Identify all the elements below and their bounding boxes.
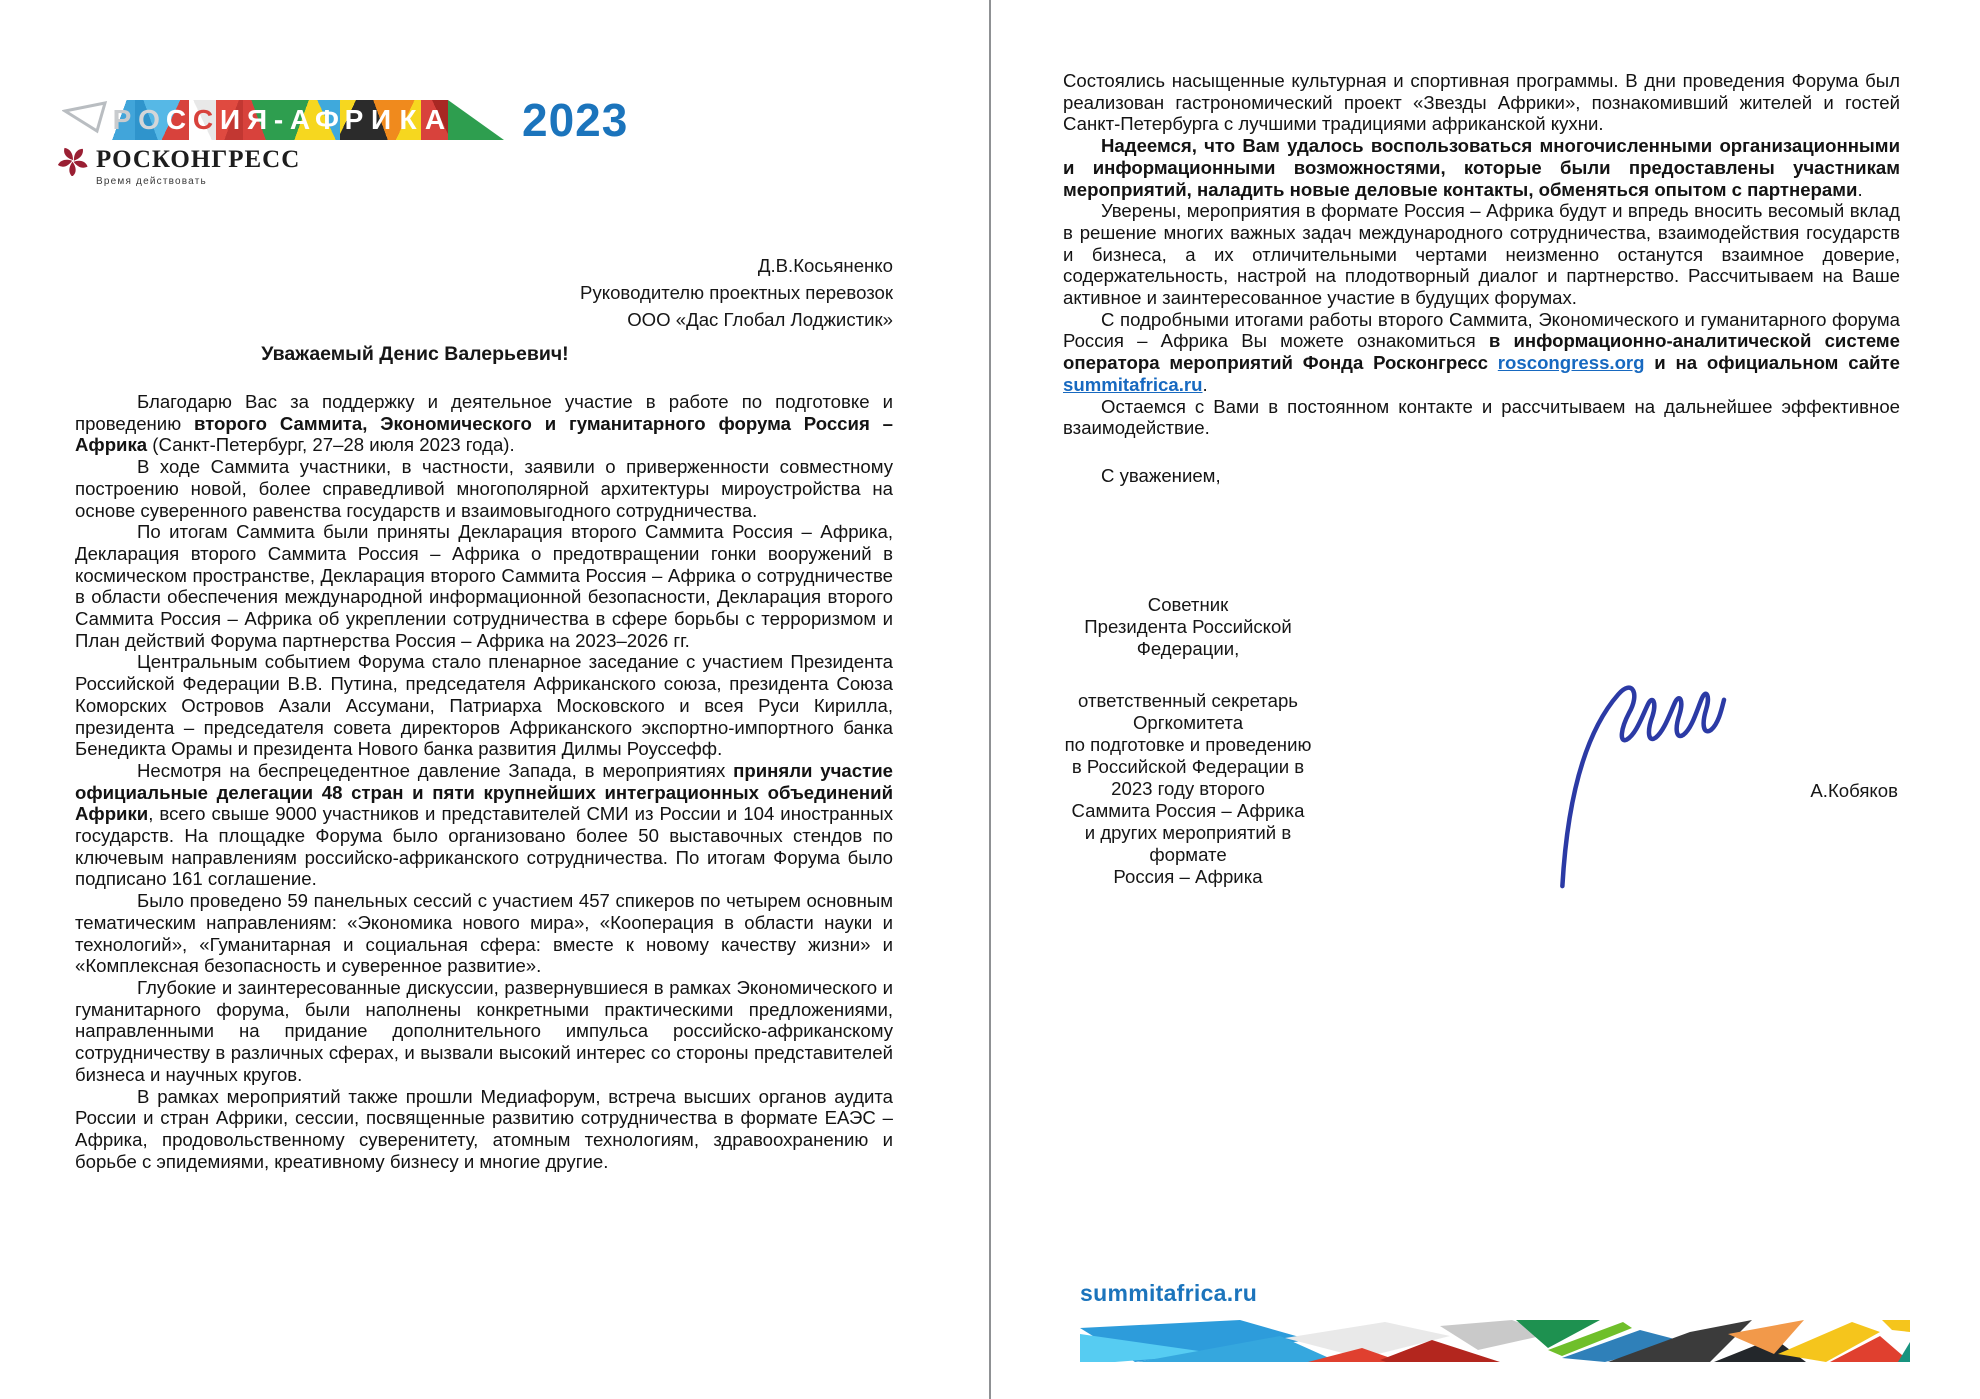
logo-letter: А (421, 100, 448, 140)
salutation: Уважаемый Денис Валерьевич! (261, 343, 569, 365)
text-line: Россия – Африка (1113, 866, 1263, 887)
footer-site-link[interactable]: summitafrica.ru (1080, 1280, 1258, 1306)
paragraph: Надеемся, что Вам удалось воспользоваться многочисленными организационными и информационными возможностями, которые были предоставлены участникам мероприятий, наладить новые деловые контакты, обменяться опытом с партнерами. (1063, 135, 1900, 200)
paragraph: Уверены, мероприятия в формате Россия – Африка будут и впредь вносить весомый вклад в решение многих важных задач международного сотрудничества, взаимодействия государств и бизнеса, а их отличительными чертами неизменно останутся взаимное доверие, содержательность, настрой на плодотворный диалог и партнерство. Рассчитываем на Ваше активное и заинтересованное участие в будущих форумах. (1063, 200, 1900, 309)
logo-flag-icon (62, 100, 108, 140)
text-line: по подготовке и проведению (1064, 734, 1312, 755)
paragraph: С подробными итогами работы второго Саммита, Экономического и гуманитарного форума Россия – Африка Вы можете ознакомиться в информационно-аналитической системе оператора мероприятий Фонда Росконгресс roscongress.org и на официальном сайте summitafrica.ru. (1063, 308, 1901, 395)
paragraph: Состоялись насыщенные культурная и спортивная программы. В дни проведения Форума был реализован гастрономический проект «Звезды Африки», познакомивший жителей и гостей Санкт-Петербурга с лучшими традициями африканской кухни. (1063, 70, 1900, 135)
text-line: в Российской Федерации в 2023 году второго (1071, 756, 1305, 799)
text-line: Д.В.Косьяненко (757, 255, 893, 276)
logo-letter: А (286, 100, 313, 140)
logo-letter: К (394, 100, 421, 140)
paragraph: По итогам Саммита были приняты Декларация второго Саммита Россия – Африка, Декларация второго Саммита Россия – Африка о предотвращении гонки вооружений в космическом пространстве, Декларация второго Саммита Россия – Африка о сотрудничестве в области обеспечения международной информационной безопасности, Декларация второго Саммита Россия – Африка об укреплении сотрудничества в сфере борьбы с терроризмом и План действий Форума партнерства Россия – Африка на 2023–2026 гг. (75, 521, 893, 651)
footer-mosaic-stripe (1080, 1320, 1910, 1362)
closing-line: С уважением, (1101, 464, 1221, 486)
russia-africa-logo (62, 94, 629, 146)
roscongress-pinwheel-icon (58, 146, 88, 176)
logo-year: 2023 (522, 94, 629, 146)
logo-letter: Ф (313, 100, 340, 140)
text-line: Руководителю проектных перевозок (580, 282, 893, 303)
text-line: ответственный секретарь Оргкомитета (1078, 690, 1298, 733)
logo-tail-icon (448, 100, 504, 140)
logo-letter: С (162, 100, 189, 140)
text-line: Президента Российской Федерации, (1084, 616, 1292, 659)
paragraph: Было проведено 59 панельных сессий с участием 457 спикеров по четырем основным тематическим направлениям: «Экономика нового мира», «Кооперация в области науки и технологий», «Гуманитарная и социальная сфера: вместе к новому качеству жизни» и «Комплексная безопасность и суверенное развитие». (75, 890, 893, 977)
addressee-block (75, 252, 893, 333)
paragraph: Несмотря на беспрецедентное давление Запада, в мероприятиях приняли участие официальные делегации 48 стран и пяти крупнейших интеграционных объединений Африки, всего свыше 9000 участников и представителей СМИ из России и 104 иностранных государств. На площадке Форума было организовано более 50 выставочных стендов по ключевым направлениям российско-африканского сотрудничества. По итогам Форума было подписано 161 соглашение. (75, 759, 893, 890)
logo-letter: Р (340, 100, 367, 140)
signature-title-block (1063, 594, 1313, 888)
paragraph: Глубокие и заинтересованные дискуссии, развернувшиеся в рамках Экономического и гуманитарного форума, были наполнены конкретными практическими предложениями, направленными на придание дополнительного импульса российско-африканскому сотрудничеству в различных сферах, и вызвали высокий интерес со стороны представителей бизнеса и научных кругов. (75, 976, 893, 1085)
signature-autograph (1535, 635, 1740, 890)
roscongress-text (96, 146, 300, 187)
logo-letter: И (216, 100, 243, 140)
paragraph: Остаемся с Вами в постоянном контакте и рассчитываем на дальнейшее эффективное взаимодействие. (1063, 395, 1900, 439)
body-text-left (75, 391, 893, 1172)
logo-letters (108, 100, 448, 140)
paragraph: Благодарю Вас за поддержку и деятельное участие в работе по подготовке и проведению второго Саммита, Экономического и гуманитарного форума Россия – Африка (Санкт-Петербург, 27–28 июля 2023 года). (75, 391, 893, 456)
text-line: и других мероприятий в формате (1084, 822, 1292, 865)
roscongress-name: РОСКОНГРЕСС (96, 146, 301, 173)
logo-letter: Я (243, 100, 270, 140)
link-summitafrica.ru[interactable]: summitafrica.ru (1063, 373, 1203, 395)
link-roscongress.org[interactable]: roscongress.org (1497, 352, 1645, 374)
text-line: ООО «Дас Глобал Лоджистик» (627, 309, 893, 330)
body-text-right (1063, 70, 1900, 439)
signatory-name: А.Кобяков (1810, 780, 1898, 801)
signature-title-2 (1063, 690, 1313, 888)
page-2 (990, 0, 1980, 1399)
left-text-column (75, 252, 893, 1172)
paragraph: В рамках мероприятий также прошли Медиафорум, встреча высших органов аудита России и стран Африки, сессии, посвященные развитию сотрудничества в формате ЕАЭС – Африка, продовольственному суверенитету, атомным технологиям, здравоохранению и борьбе с эпидемиями, креативному бизнесу и многие другие. (75, 1085, 893, 1172)
logo-letter: И (367, 100, 394, 140)
roscongress-logo (58, 146, 300, 187)
roscongress-tagline: Время действовать (96, 176, 207, 187)
logo-letter: С (189, 100, 216, 140)
logo-letter: О (135, 100, 162, 140)
right-text-column (1063, 70, 1900, 487)
text-line: Саммита Россия – Африка (1071, 800, 1305, 821)
paragraph: Центральным событием Форума стало пленарное заседание с участием Президента Российской Федерации В.В. Путина, председателя Африканского союза, президента Союза Коморских Островов Азали Ассумани, Патриарха Московского и всея Руси Кирилла, президента – председателя совета директоров Африканского экспортно-импортного банка Бенедикта Орамы и президента Нового банка развития Дилмы Роуссефф. (75, 651, 893, 760)
logo-letter: Р (108, 100, 135, 140)
text-line: Советник (1147, 594, 1229, 615)
signature-title-1 (1063, 594, 1313, 660)
logo-letter: - (270, 100, 286, 140)
stanza-gap (1063, 660, 1313, 690)
paragraph: В ходе Саммита участники, в частности, заявили о приверженности совместному построению новой, более справедливой многополярной архитектуры мироустройства на основе суверенного равенства государств и взаимовыгодного сотрудничества. (75, 456, 893, 521)
